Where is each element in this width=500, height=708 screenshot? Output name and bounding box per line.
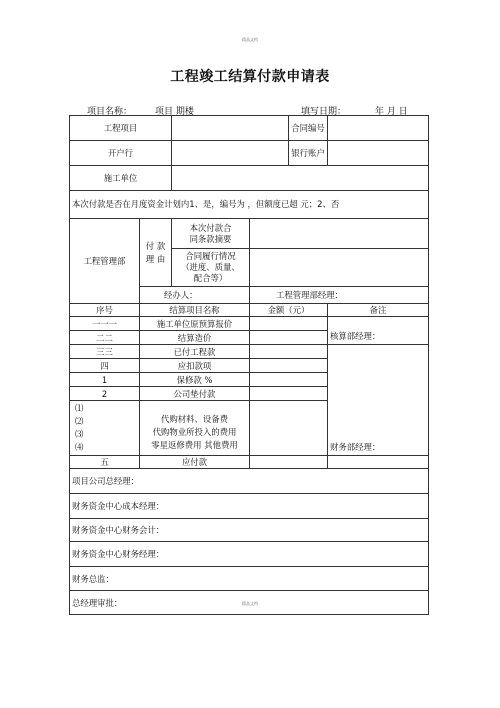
settlement-row-amount[interactable] — [250, 331, 328, 345]
payment-reason-label: 付 款 理 由 — [140, 219, 172, 287]
settlement-row-amount[interactable] — [250, 456, 328, 469]
approval-row: 财务总监： — [70, 567, 429, 591]
settlement-row-no: 一一一 — [70, 317, 140, 331]
approval-row: 财务资金中心财务经理： — [70, 542, 429, 567]
settlement-row-name: 代购材料、设备费 代购物业所投入的费用 零星返修费用 其他费用 — [140, 401, 250, 456]
settlement-row-amount[interactable] — [250, 345, 328, 359]
settlement-row-name: 公司垫付款 — [140, 387, 250, 401]
date-fields: 年 月 日 — [375, 107, 408, 117]
approval-row: 总经理审批： — [70, 591, 429, 615]
settlement-row-no: 2 — [70, 387, 140, 401]
account-value-cell[interactable] — [328, 141, 429, 166]
plan-question: 本次付款是否在月度资金计划内1、是，编号为 ，但额度已超 元；2、否 — [70, 191, 429, 219]
dept-label: 工程管理部 — [70, 219, 140, 304]
settlement-row-name: 应扣款项 — [140, 359, 250, 373]
settlement-header-item: 结算项目名称 — [140, 304, 250, 317]
approval-row: 项目公司总经理： — [70, 469, 429, 494]
footer-note: 精品文档 — [242, 601, 258, 606]
fill-date-label: 填写日期： — [301, 107, 347, 117]
settlement-row-no: 1 — [70, 373, 140, 387]
dept-manager-label: 工程管理部经理： — [250, 287, 429, 304]
project-period-label: 项目 期楼 — [155, 107, 194, 117]
page-title: 工程竣工结算付款申请表 — [170, 69, 330, 85]
account-label: 银行账户 — [289, 141, 328, 166]
contract-summary-value-cell[interactable] — [250, 219, 429, 249]
settlement-row-no: 五 — [70, 456, 140, 469]
settlement-row-name: 已付工程款 — [140, 345, 250, 359]
bank-value-cell[interactable] — [172, 141, 289, 166]
header-note: 精品文档 — [242, 37, 258, 42]
contract-status-label: 合同履行情况 （进度、质量、 配合等） — [172, 249, 250, 287]
settlement-row-no: 四 — [70, 359, 140, 373]
contract-status-value-cell[interactable] — [250, 249, 429, 287]
settlement-header-no: 序号 — [70, 304, 140, 317]
approval-row: 财务资金中心财务会计： — [70, 519, 429, 542]
approval-row: 财务资金中心成本经理： — [70, 494, 429, 519]
payment-application-form — [69, 115, 429, 615]
settlement-row-amount[interactable] — [250, 359, 328, 373]
bank-label: 开户行 — [70, 141, 172, 166]
cost-manager-label: 核算部经理： — [328, 317, 429, 345]
contractor-label: 施工单位 — [70, 166, 172, 191]
settlement-header-amount: 金额（元） — [250, 304, 328, 317]
settlement-row-no: ⑴ ⑵ ⑶ ⑷ — [70, 401, 140, 456]
contractor-value-cell[interactable] — [172, 166, 429, 191]
handler-label: 经办人： — [140, 287, 250, 304]
settlement-row-name: 施工单位原预算报价 — [140, 317, 250, 331]
settlement-row-amount[interactable] — [250, 401, 328, 456]
project-value-cell[interactable] — [172, 116, 289, 141]
contract-no-value-cell[interactable] — [328, 116, 429, 141]
settlement-row-amount[interactable] — [250, 387, 328, 401]
finance-manager-label: 财务部经理： — [328, 345, 429, 456]
settlement-row-amount[interactable] — [250, 373, 328, 387]
contract-no-label: 合同编号 — [289, 116, 328, 141]
project-label: 工程项目 — [70, 116, 172, 141]
settlement-row-amount[interactable] — [250, 317, 328, 331]
settlement-row-name: 结算造价 — [140, 331, 250, 345]
settlement-row-name: 应付款 — [140, 456, 250, 469]
settlement-row-remark[interactable] — [328, 456, 429, 469]
settlement-row-no: 二二 — [70, 331, 140, 345]
contract-summary-label: 本次付款合 同条款摘要 — [172, 219, 250, 249]
settlement-row-name: 保修款 % — [140, 373, 250, 387]
settlement-row-no: 三三 — [70, 345, 140, 359]
settlement-header-remark: 备注 — [328, 304, 429, 317]
project-name-label: 项目名称： — [87, 107, 133, 117]
